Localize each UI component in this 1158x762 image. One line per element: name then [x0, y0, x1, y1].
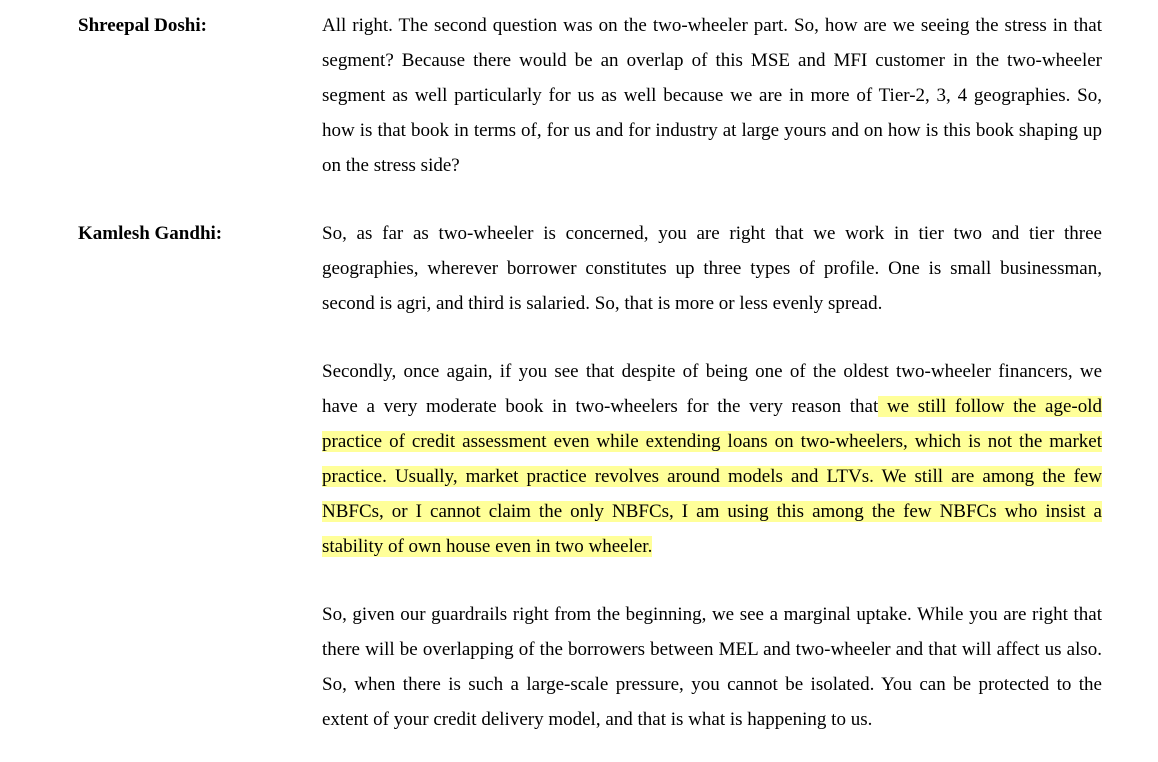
- speaker-name-shreepal-doshi: Shreepal Doshi:: [78, 15, 207, 36]
- highlighted-text: we still follow the age-old practice of credit assessment even while extending loans on two-wheelers, which is not the market practice. Usually, market practice revolves around models and LTVs. We still are among the few NBFCs, or I cannot claim the only NBFCs, I am using this among the few NBFCs who insist a stability of own house even in two wheeler.: [322, 396, 1102, 557]
- speaker-name-kamlesh-gandhi: Kamlesh Gandhi:: [78, 223, 223, 244]
- answer-paragraph-1: So, as far as two-wheeler is concerned, you are right that we work in tier two and tier three geographies, wherever borrower constitutes up three types of profile. One is small businessman, second is agri, and third is salaried. So, that is more or less evenly spread.: [322, 223, 1102, 314]
- answer-paragraph-2-plain-text: Secondly, once again, if you see that despite of being one of the oldest two-wheeler financers, we have a very moderate book in two-wheelers for the very reason that: [322, 361, 1102, 417]
- answer-paragraph-2: [322, 354, 1102, 564]
- question-paragraph: All right. The second question was on the two-wheeler part. So, how are we seeing the stress in that segment? Because there would be an overlap of this MSE and MFI customer in the two-wheeler segment as well particularly for us as well because we are in more of Tier-2, 3, 4 geographies. So, how is that book in terms of, for us and for industry at large yours and on how is this book shaping up on the stress side?: [322, 15, 1102, 176]
- answer-paragraph-3: So, given our guardrails right from the beginning, we see a marginal uptake. While you are right that there will be overlapping of the borrowers between MEL and two-wheeler and that will affect us also. So, when there is such a large-scale pressure, you cannot be isolated. You can be protected to the extent of your credit delivery model, and that is what is happening to us.: [322, 604, 1102, 730]
